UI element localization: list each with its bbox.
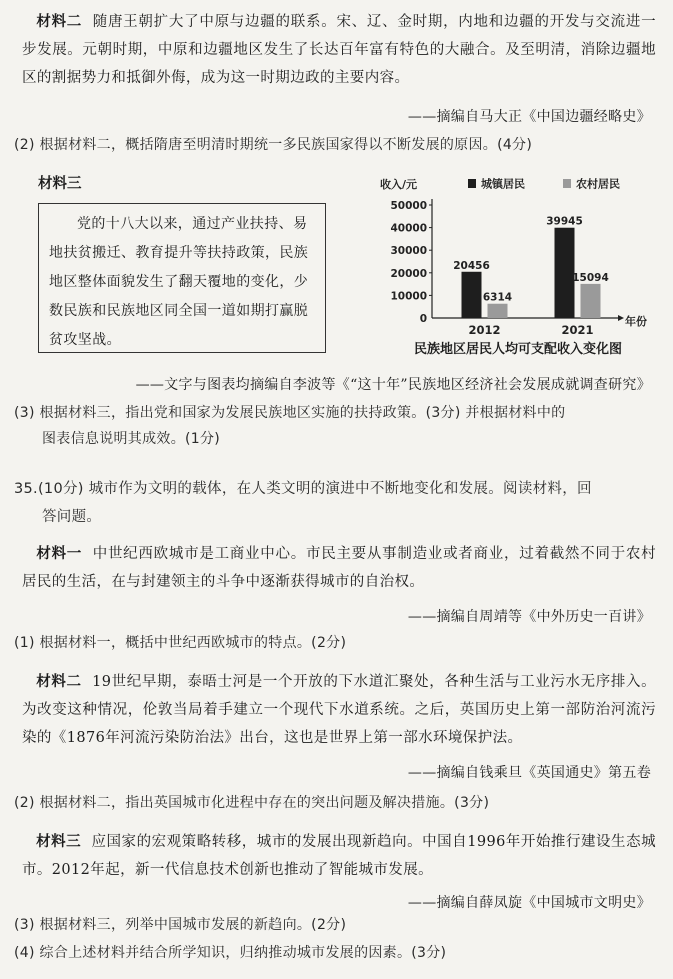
- chart-x-axis-arrow: [618, 315, 624, 321]
- material-35-3-label: 材料三: [36, 834, 82, 850]
- material-2-text: 随唐王朝扩大了中原与边疆的联系。宋、辽、金时期，内地和边疆的开发与交流进一步发展。元朝时期，中原和边疆地区发生了长达百年富有特色的大融合。及至明清，消除边疆地区的割据势力和抵御外侮，成为这一时期边政的主要内容。: [22, 14, 656, 86]
- question-35-4: (4) 综合上述材料并结合所学知识，归纳推动城市发展的因素。(3分): [14, 945, 447, 961]
- chart-y-tick-label: 30000: [390, 245, 427, 258]
- chart-bar: [488, 304, 508, 318]
- chart-y-tick-label: 0: [419, 313, 427, 325]
- material-3-box: [38, 203, 326, 353]
- material-3-label: 材料三: [38, 176, 82, 192]
- material-2-label: 材料二: [36, 14, 83, 30]
- chart-legend: [468, 177, 620, 191]
- material-3-source: ——文字与图表均摘编自李波等《“这十年”民族地区经济社会发展成就调查研究》: [135, 377, 651, 393]
- chart-legend-label: 城镇居民: [481, 177, 525, 191]
- material-35-1-label: 材料一: [36, 546, 83, 562]
- question-35-1: (1) 根据材料一，概括中世纪西欧城市的特点。(2分): [14, 635, 347, 651]
- material-35-2-text: 19世纪早期，泰晤士河是一个开放的下水道汇聚处，各种生活与工业污水无序排入。为改变这种情况，伦敦当局着手建立一个现代下水道系统。之后，英国历史上第一部防治河流污染的《1876年河流污染防治法》出台，这也是世界上第一部水环境保护法。: [22, 674, 656, 746]
- material-35-3-text: 应国家的宏观策略转移，城市的发展出现新趋向。中国自1996年开始推行建设生态城市。2012年起，新一代信息技术创新也推动了智能城市发展。: [22, 834, 656, 878]
- chart-category-label: 2012: [468, 323, 501, 337]
- material-3-box-text: 党的十八大以来，通过产业扶持、易地扶贫搬迁、教育提升等扶持政策，民族地区整体面貌发生了翻天覆地的变化，少数民族和民族地区同全国一道如期打赢脱贫攻坚战。: [49, 216, 309, 348]
- material-2-paragraph: [22, 8, 656, 92]
- chart-y-tick-label: 50000: [390, 200, 427, 212]
- material-35-1-text: 中世纪西欧城市是工商业中心。市民主要从事制造业或者商业，过着截然不同于农村居民的生活，在与封建领主的斗争中逐渐获得城市的自治权。: [22, 546, 656, 590]
- chart-bar: [462, 272, 482, 318]
- income-bar-chart: [360, 175, 660, 360]
- chart-data-label: 6314: [482, 291, 513, 304]
- material-35-3-source: ——摘编自薛凤旋《中国城市文明史》: [407, 895, 651, 911]
- chart-xlabel: 年份: [625, 315, 647, 328]
- question-3-line2: 图表信息说明其成效。(1分): [42, 431, 221, 447]
- question-3-line1: (3) 根据材料三，指出党和国家为发展民族地区实施的扶持政策。(3分) 并根据材料中的: [14, 405, 566, 421]
- material-35-2-label: 材料二: [36, 674, 82, 690]
- question-35-line2: 答问题。: [42, 509, 102, 525]
- chart-category-label: 2021: [561, 323, 594, 337]
- chart-title: 民族地区居民人均可支配收入变化图: [413, 342, 622, 357]
- chart-y-tick-label: 40000: [390, 222, 427, 235]
- material-35-1-paragraph: [22, 540, 656, 596]
- question-35-2: (2) 根据材料二，指出英国城市化进程中存在的突出问题及解决措施。(3分): [14, 795, 490, 811]
- chart-ylabel: 收入/元: [380, 178, 418, 191]
- material-35-2-paragraph: [22, 668, 656, 752]
- material-35-2-source: ——摘编自钱乘旦《英国通史》第五卷: [407, 765, 651, 781]
- chart-bar: [581, 284, 601, 318]
- question-35-3: (3) 根据材料三，列举中国城市发展的新趋向。(2分): [14, 917, 347, 933]
- chart-data-label: 39945: [546, 215, 583, 228]
- chart-legend-swatch: [468, 179, 476, 188]
- chart-y-tick-label: 20000: [390, 267, 427, 280]
- chart-data-label: 20456: [453, 259, 490, 272]
- chart-legend-label: 农村居民: [576, 177, 620, 191]
- material-35-3-paragraph: [22, 828, 656, 884]
- chart-legend-swatch: [563, 179, 571, 188]
- question-2: (2) 根据材料二，概括隋唐至明清时期统一多民族国家得以不断发展的原因。(4分): [14, 137, 533, 153]
- chart-y-tick-label: 10000: [390, 290, 427, 303]
- chart-data-label: 15094: [572, 271, 609, 284]
- chart-bars: [453, 216, 609, 318]
- material-2-source: ——摘编自马大正《中国边疆经略史》: [407, 109, 651, 125]
- material-35-1-source: ——摘编自周靖等《中外历史一百讲》: [407, 609, 651, 625]
- question-35-line1: 35.(10分) 城市作为文明的载体，在人类文明的演进中不断地变化和发展。阅读材料，回: [14, 481, 592, 497]
